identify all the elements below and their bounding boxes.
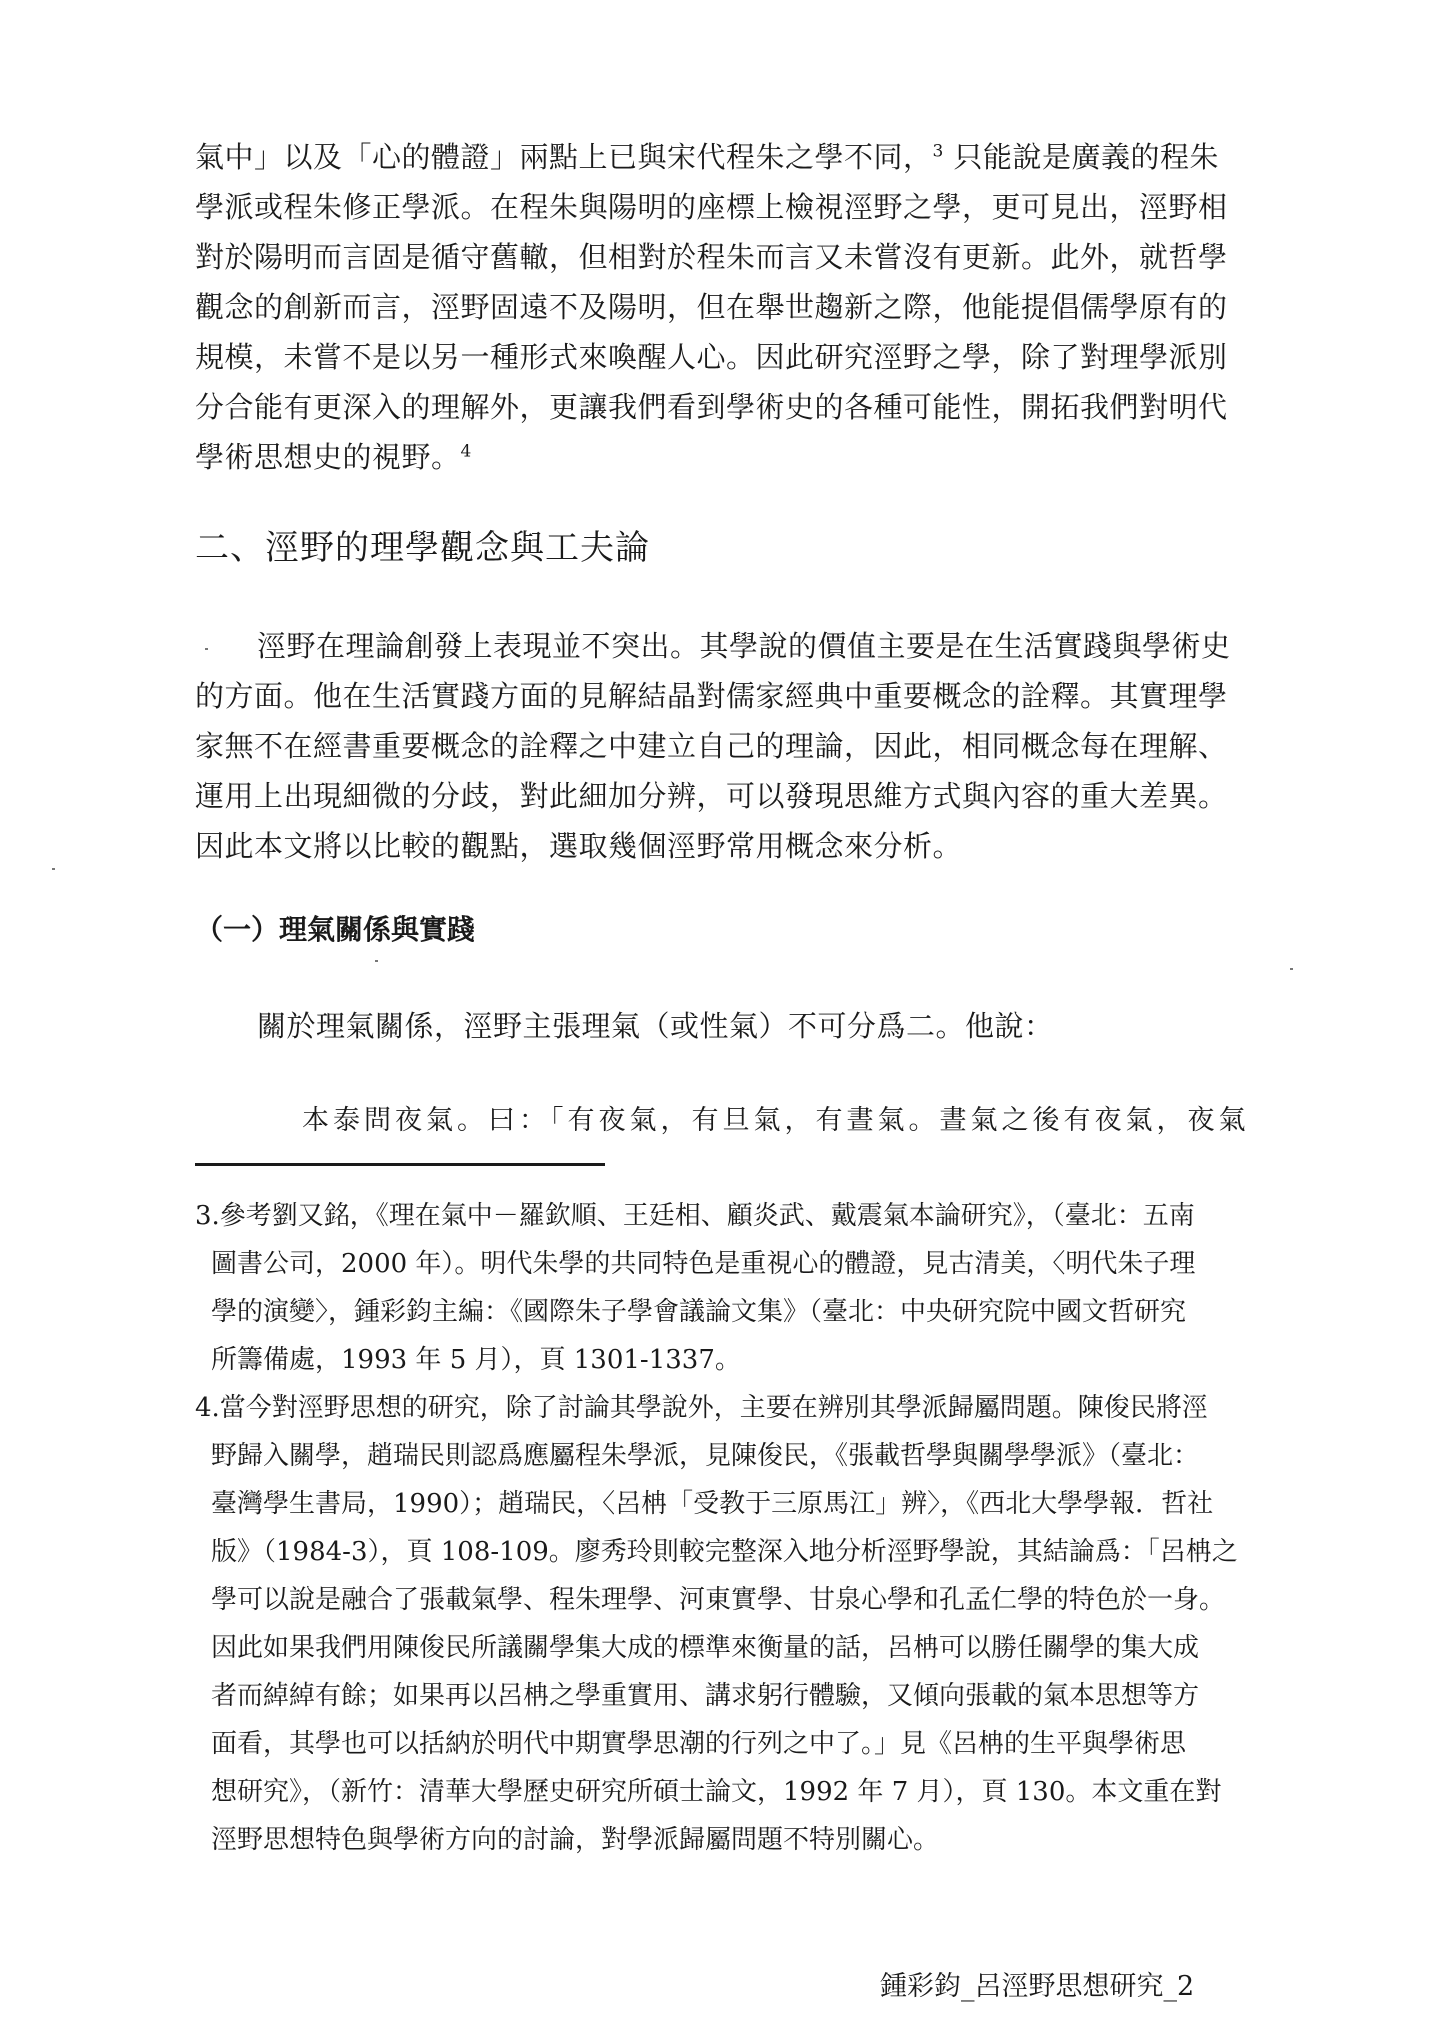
footnote-line: 所籌備處，1993 年 5 月），頁 1301-1337。 xyxy=(211,1345,741,1375)
footnote-line: 學的演變〉，鍾彩鈞主編：《國際朱子學會議論文集》（臺北：中央研究院中國文哲研究 xyxy=(211,1297,1187,1327)
scan-speck xyxy=(1290,968,1293,970)
text-line: 分合能有更深入的理解外，更讓我們看到學術史的各種可能性，開拓我們對明代 xyxy=(195,390,1228,424)
footnote-line: 涇野思想特色與學術方向的討論，對學派歸屬問題不特別關心。 xyxy=(211,1825,940,1855)
scan-speck xyxy=(375,960,378,962)
text-line: 氣中」以及「心的體證」兩點上已與宋代程朱之學不同，$^3$ 只能說是廣義的程朱 xyxy=(195,140,1220,174)
text-line: 觀念的創新而言，涇野固遠不及陽明，但在舉世趨新之際，他能提倡儒學原有的 xyxy=(195,290,1228,324)
body-paragraph-2 xyxy=(195,621,1231,871)
footnote-line: 想研究》，（新竹：清華大學歷史研究所碩士論文，1992 年 7 月），頁 130。本文重在對 xyxy=(211,1777,1222,1807)
text-line: 的方面。他在生活實踐方面的見解結晶對儒家經典中重要概念的詮釋。其實理學 xyxy=(195,679,1228,713)
text-line: 規模，未嘗不是以另一種形式來喚醒人心。因此研究涇野之學，除了對理學派別 xyxy=(195,340,1228,374)
text-line: 學派或程朱修正學派。在程朱與陽明的座標上檢視涇野之學，更可見出，涇野相 xyxy=(195,190,1228,224)
footnotes xyxy=(195,1192,1238,1864)
body-paragraph-1 xyxy=(195,132,1228,482)
footnote-line: 4.當今對涇野思想的研究，除了討論其學說外，主要在辨別其學派歸屬問題。陳俊民將涇 xyxy=(195,1393,1208,1423)
scan-speck xyxy=(205,648,208,650)
text-line: 家無不在經書重要概念的詮釋之中建立自己的理論，因此，相同概念每在理解、 xyxy=(195,729,1228,763)
footnote-4 xyxy=(195,1384,1238,1864)
footnote-line: 因此如果我們用陳俊民所議關學集大成的標準來衡量的話，呂柟可以勝任關學的集大成 xyxy=(211,1633,1200,1663)
footnote-line: 版》（1984-3），頁 108-109。廖秀玲則較完整深入地分析涇野學說，其結論爲：「呂柟之 xyxy=(211,1537,1238,1567)
text-line: 運用上出現細微的分歧，對此細加分辨，可以發現思維方式與內容的重大差異。 xyxy=(195,779,1228,813)
footnote-line: 者而綽綽有餘；如果再以呂柟之學重實用、講求躬行體驗，又傾向張載的氣本思想等方 xyxy=(211,1681,1200,1711)
subsection-heading: （一）理氣關係與實踐 xyxy=(195,913,476,946)
body-line-intro: 關於理氣關係，涇野主張理氣（或性氣）不可分爲二。他說： xyxy=(257,1009,1054,1043)
text-line: 涇野在理論創發上表現並不突出。其學說的價值主要是在生活實踐與學術史 xyxy=(257,629,1231,663)
footnote-3 xyxy=(195,1192,1195,1384)
section-heading: 二、涇野的理學觀念與工夫論 xyxy=(195,528,650,568)
text-line: 因此本文將以比較的觀點，選取幾個涇野常用概念來分析。 xyxy=(195,829,963,863)
footnote-line: 臺灣學生書局，1990）；趙瑞民，〈呂柟「受教于三原馬江」辨〉，《西北大學學報．哲社 xyxy=(211,1489,1214,1519)
footnote-ref-3[interactable]: 3 xyxy=(932,141,944,162)
footnote-divider xyxy=(195,1163,605,1166)
scan-speck xyxy=(52,868,55,870)
footnote-line: 面看，其學也可以括納於明代中期實學思潮的行列之中了。」見《呂柟的生平與學術思 xyxy=(211,1729,1187,1759)
page-footer: 鍾彩鈞_呂涇野思想研究_2 xyxy=(880,1971,1195,2002)
footnote-ref-4[interactable]: 4 xyxy=(460,441,472,462)
footnote-line: 圖書公司，2000 年）。明代朱學的共同特色是重視心的體證，見古清美，〈明代朱子理 xyxy=(211,1249,1196,1279)
footnote-line: 學可以說是融合了張載氣學、程朱理學、河東實學、甘泉心學和孔孟仁學的特色於一身。 xyxy=(211,1585,1226,1615)
text-line: 對於陽明而言固是循守舊轍，但相對於程朱而言又未嘗沒有更新。此外，就哲學 xyxy=(195,240,1228,274)
text-line: 學術思想史的視野。$^4$ xyxy=(195,440,472,474)
footnote-line: 野歸入關學，趙瑞民則認爲應屬程朱學派，見陳俊民，《張載哲學與關學學派》（臺北： xyxy=(211,1441,1200,1471)
footnote-line: 3.參考劉又銘，《理在氣中－羅欽順、王廷相、顧炎武、戴震氣本論研究》，（臺北：五南 xyxy=(195,1201,1195,1231)
block-quote: 本泰問夜氣。曰：「有夜氣，有旦氣，有晝氣。晝氣之後有夜氣，夜氣 xyxy=(302,1105,1250,1136)
